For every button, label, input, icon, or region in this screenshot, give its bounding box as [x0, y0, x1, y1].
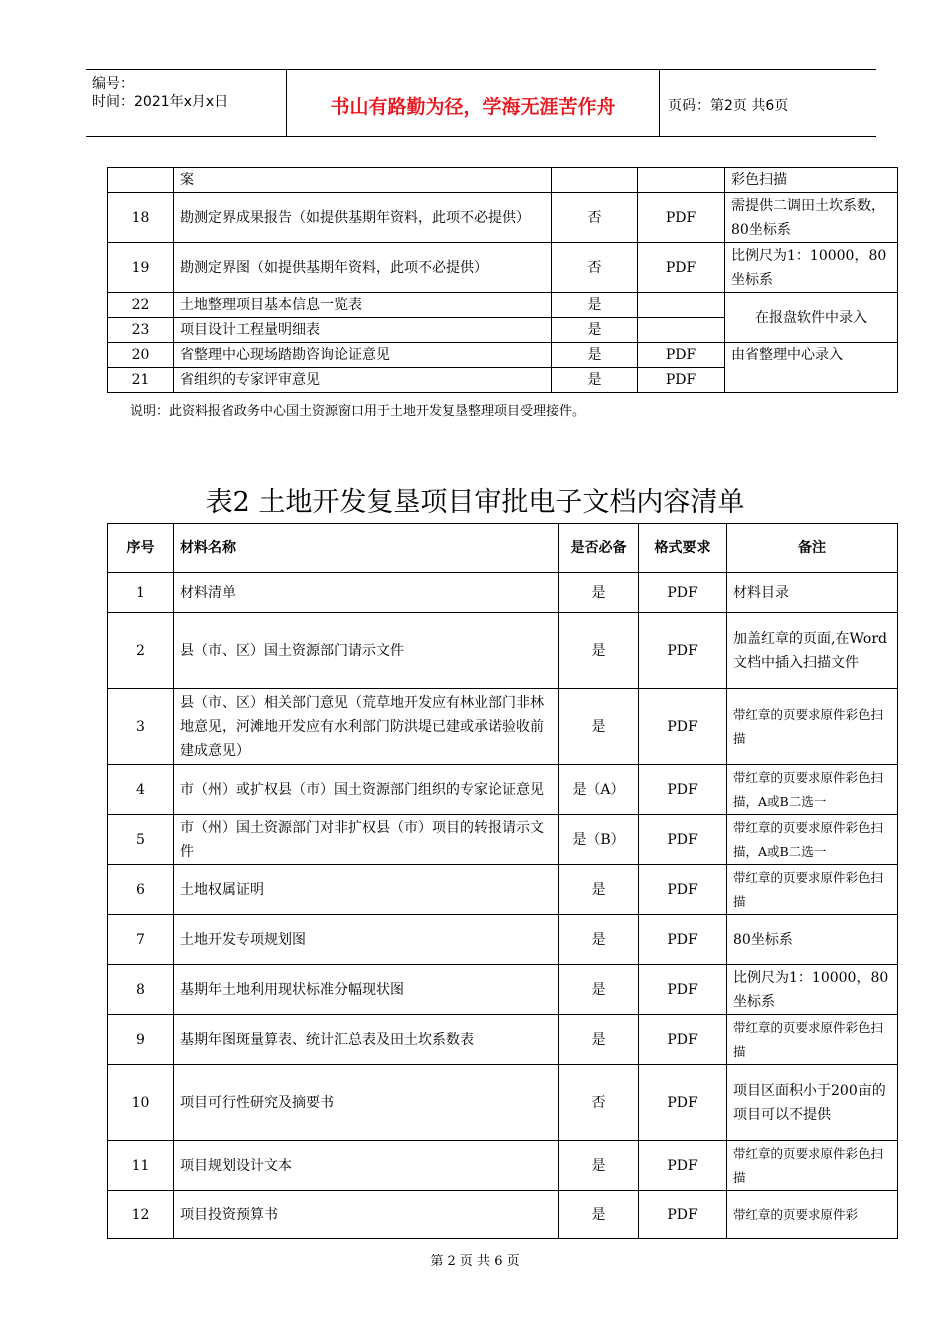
header-format: 格式要求 [639, 524, 727, 573]
row-number: 18 [108, 193, 174, 243]
required-cell: 否 [552, 243, 638, 293]
material-name: 省组织的专家评审意见 [174, 368, 552, 393]
required-cell: 是 [559, 915, 639, 965]
table1-footnote: 说明：此资料报省政务中心国土资源窗口用于土地开发复垦整理项目受理接件。 [130, 404, 586, 419]
table-row [108, 343, 898, 368]
table-row [108, 1065, 898, 1141]
header-divider-left [286, 69, 287, 136]
material-name: 基期年土地利用现状标准分幅现状图 [174, 965, 559, 1015]
row-number: 4 [108, 765, 174, 815]
format-cell: PDF [639, 1141, 727, 1191]
required-cell: 是 [559, 1015, 639, 1065]
row-number: 21 [108, 368, 174, 393]
format-cell: PDF [638, 368, 725, 393]
format-cell: PDF [639, 1065, 727, 1141]
table-row [108, 193, 898, 243]
row-number: 3 [108, 689, 174, 765]
row-number [108, 168, 174, 193]
material-name: 土地开发专项规划图 [174, 915, 559, 965]
row-number: 7 [108, 915, 174, 965]
material-name: 省整理中心现场踏勘咨询论证意见 [174, 343, 552, 368]
table-row [108, 293, 898, 318]
remark-cell: 彩色扫描 [725, 168, 898, 193]
header-bottom-rule [86, 136, 876, 137]
remark-cell: 带红章的页要求原件彩色扫描 [727, 865, 898, 915]
electronic-documents-table [107, 523, 898, 1239]
doc-date-label: 时间：2021年x月x日 [92, 94, 229, 110]
table-header-row [108, 524, 898, 573]
remark-cell: 由省整理中心录入 [725, 343, 898, 393]
material-name: 县（市、区）相关部门意见（荒草地开发应有林业部门非林地意见，河滩地开发应有水利部门防洪堤已建或承诺验收前建成意见） [174, 689, 559, 765]
format-cell: PDF [638, 343, 725, 368]
row-number: 19 [108, 243, 174, 293]
format-cell: PDF [639, 865, 727, 915]
required-cell: 是 [559, 965, 639, 1015]
remark-cell: 带红章的页要求原件彩 [727, 1191, 898, 1239]
table-row [108, 815, 898, 865]
required-cell: 是 [559, 1141, 639, 1191]
row-number: 5 [108, 815, 174, 865]
remark-cell: 在报盘软件中录入 [725, 293, 898, 343]
row-number: 20 [108, 343, 174, 368]
required-cell: 是 [559, 613, 639, 689]
page-footer: 第 2 页 共 6 页 [430, 1254, 520, 1269]
format-cell: PDF [639, 915, 727, 965]
material-name: 案 [174, 168, 552, 193]
row-number: 2 [108, 613, 174, 689]
table2-title: 表2 土地开发复垦项目审批电子文档内容清单 [205, 487, 745, 518]
format-cell: PDF [639, 815, 727, 865]
table-row [108, 1015, 898, 1065]
material-name: 材料清单 [174, 573, 559, 613]
required-cell: 是 [552, 318, 638, 343]
row-number: 12 [108, 1191, 174, 1239]
table-row [108, 573, 898, 613]
header-required: 是否必备 [559, 524, 639, 573]
material-name: 勘测定界图（如提供基期年资料，此项不必提供） [174, 243, 552, 293]
table-row [108, 915, 898, 965]
required-cell: 是（A） [559, 765, 639, 815]
remark-cell: 加盖红章的页面,在Word文档中插入扫描文件 [727, 613, 898, 689]
row-number: 11 [108, 1141, 174, 1191]
remark-cell: 项目区面积小于200亩的项目可以不提供 [727, 1065, 898, 1141]
format-cell: PDF [639, 1191, 727, 1239]
required-cell: 是 [559, 865, 639, 915]
material-name: 市（州）或扩权县（市）国土资源部门组织的专家论证意见 [174, 765, 559, 815]
material-name: 项目投资预算书 [174, 1191, 559, 1239]
required-cell: 是 [559, 1191, 639, 1239]
format-cell: PDF [639, 1015, 727, 1065]
remark-cell: 比例尺为1：10000，80坐标系 [727, 965, 898, 1015]
format-cell [638, 293, 725, 318]
remark-cell: 需提供二调田土坎系数，80坐标系 [725, 193, 898, 243]
table-row [108, 765, 898, 815]
format-cell [638, 168, 725, 193]
material-name: 基期年图斑量算表、统计汇总表及田土坎系数表 [174, 1015, 559, 1065]
material-name: 市（州）国土资源部门对非扩权县（市）项目的转报请示文件 [174, 815, 559, 865]
format-cell: PDF [639, 613, 727, 689]
material-name: 项目可行性研究及摘要书 [174, 1065, 559, 1141]
table-row [108, 168, 898, 193]
row-number: 23 [108, 318, 174, 343]
row-number: 8 [108, 965, 174, 1015]
required-cell [552, 168, 638, 193]
required-cell: 是 [559, 573, 639, 613]
materials-table-continued [107, 167, 898, 393]
format-cell: PDF [639, 573, 727, 613]
format-cell: PDF [638, 243, 725, 293]
row-number: 6 [108, 865, 174, 915]
remark-cell: 带红章的页要求原件彩色扫描 [727, 1141, 898, 1191]
required-cell: 否 [552, 193, 638, 243]
header-divider-right [659, 69, 660, 136]
required-cell: 是 [559, 689, 639, 765]
remark-cell: 带红章的页要求原件彩色扫描 [727, 689, 898, 765]
row-number: 22 [108, 293, 174, 318]
required-cell: 是 [552, 343, 638, 368]
material-name: 勘测定界成果报告（如提供基期年资料，此项不必提供） [174, 193, 552, 243]
material-name: 土地权属证明 [174, 865, 559, 915]
doc-number-label: 编号： [92, 76, 134, 92]
material-name: 项目设计工程量明细表 [174, 318, 552, 343]
row-number: 1 [108, 573, 174, 613]
material-name: 项目规划设计文本 [174, 1141, 559, 1191]
format-cell: PDF [638, 193, 725, 243]
remark-cell: 材料目录 [727, 573, 898, 613]
table-row [108, 689, 898, 765]
header-motto: 书山有路勤为径，学海无涯苦作舟 [330, 96, 616, 118]
row-number: 10 [108, 1065, 174, 1141]
format-cell: PDF [639, 965, 727, 1015]
format-cell: PDF [639, 765, 727, 815]
material-name: 土地整理项目基本信息一览表 [174, 293, 552, 318]
row-number: 9 [108, 1015, 174, 1065]
table-row [108, 965, 898, 1015]
material-name: 县（市、区）国土资源部门请示文件 [174, 613, 559, 689]
required-cell: 是 [552, 368, 638, 393]
required-cell: 是 [552, 293, 638, 318]
format-cell [638, 318, 725, 343]
table-row [108, 613, 898, 689]
table-row [108, 1141, 898, 1191]
table-row [108, 865, 898, 915]
page-indicator: 页码：第2页 共6页 [668, 98, 789, 114]
table-row [108, 1191, 898, 1239]
remark-cell: 带红章的页要求原件彩色扫描，A或B二选一 [727, 765, 898, 815]
required-cell: 是（B） [559, 815, 639, 865]
header-remark: 备注 [727, 524, 898, 573]
remark-cell: 带红章的页要求原件彩色扫描，A或B二选一 [727, 815, 898, 865]
header-number: 序号 [108, 524, 174, 573]
remark-cell: 带红章的页要求原件彩色扫描 [727, 1015, 898, 1065]
required-cell: 否 [559, 1065, 639, 1141]
remark-cell: 比例尺为1：10000，80坐标系 [725, 243, 898, 293]
table-row [108, 243, 898, 293]
remark-cell: 80坐标系 [727, 915, 898, 965]
header-material-name: 材料名称 [174, 524, 559, 573]
format-cell: PDF [639, 689, 727, 765]
header-top-rule [86, 69, 876, 70]
